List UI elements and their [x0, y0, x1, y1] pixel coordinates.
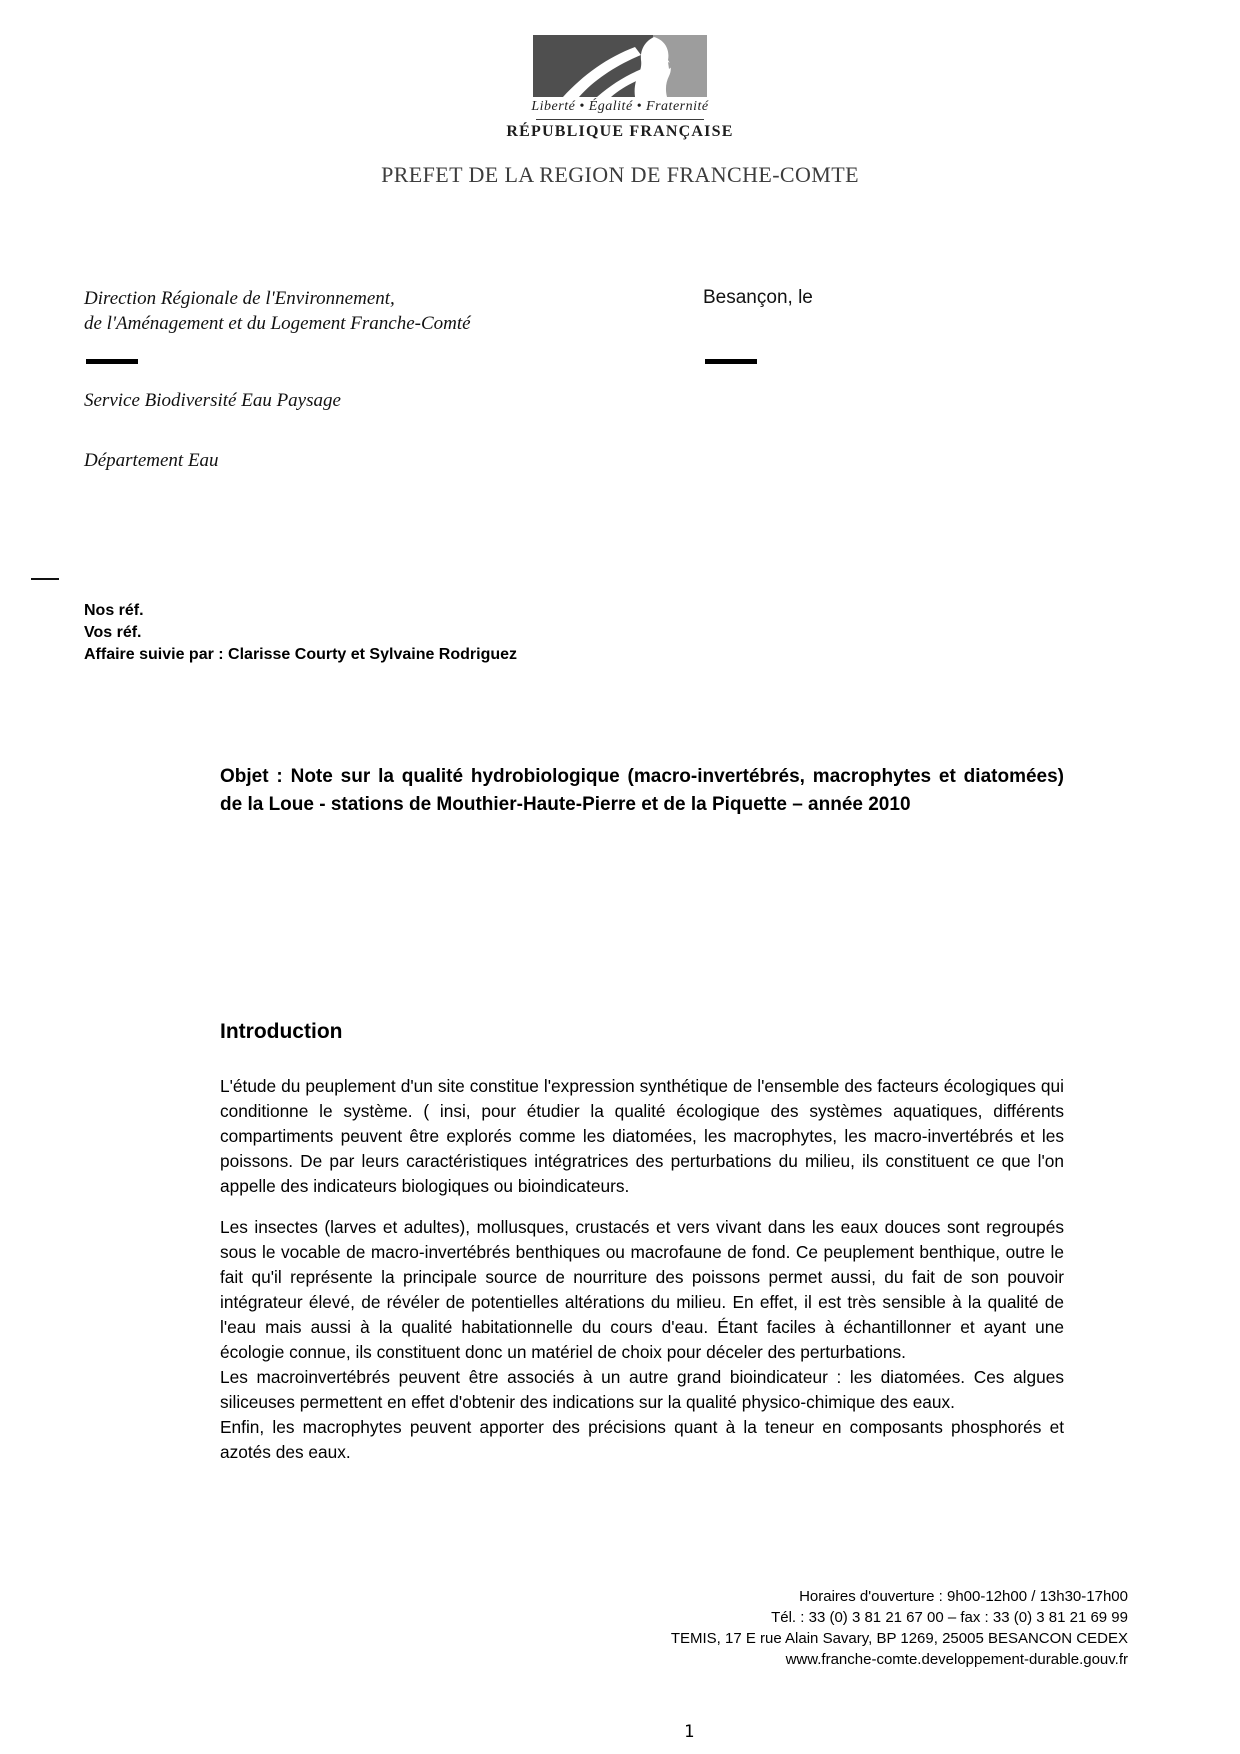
affaire-suivie-line: Affaire suivie par : Clarisse Courty et Sylvaine Rodriguez — [84, 646, 518, 663]
footer-phone-fax: Tél. : 33 (0) 3 81 21 67 00 – fax : 33 (0) 3 81 21 69 99 — [771, 1609, 1128, 1626]
logo-republic-label: RÉPUBLIQUE FRANÇAISE — [506, 123, 734, 140]
sender-direction-line1: Direction Régionale de l'Environnement, — [84, 288, 395, 309]
page-number: 1 — [684, 1722, 695, 1742]
paragraph-4: Enfin, les macrophytes peuvent apporter des précisions quant à la teneur en composants phosphorés et azotés des eaux. — [220, 1417, 1064, 1462]
sender-direction — [84, 286, 471, 336]
footer-address: TEMIS, 17 E rue Alain Savary, BP 1269, 25005 BESANCON CEDEX — [670, 1630, 1128, 1647]
logo-divider — [536, 119, 704, 120]
body-text — [220, 1074, 1064, 1465]
paragraph-1: L'étude du peuplement d'un site constitue l'expression synthétique de l'ensemble des facteurs écologiques qui conditionne le système. ( insi, pour étudier la qualité écologique des systèmes aquatiques, différents compartiments peuvent être explorés comme les diatomées, les macrophytes, les macro-invertébrés et les poissons. De par leurs caractéristiques intégratrices des perturbations du milieu, ils constituent ce que l'on appelle des indicateurs biologiques ou bioindicateurs. — [220, 1076, 1064, 1196]
vos-ref-label: Vos réf. — [84, 624, 142, 641]
footer-website: www.franche-comte.developpement-durable.gouv.fr — [785, 1651, 1128, 1668]
introduction-heading: Introduction — [220, 1020, 343, 1043]
references-block — [84, 600, 517, 666]
subject-line: Objet : Note sur la qualité hydrobiologique (macro-invertébrés, macrophytes et diatomées) de la Loue - stations de Mouthier-Haute-Pierre et de la Piquette – année 2010 — [220, 766, 1064, 815]
date-line: Besançon, le — [703, 287, 813, 308]
date-underline-bar — [705, 359, 757, 364]
footer-hours: Horaires d'ouverture : 9h00-12h00 / 13h30-17h00 — [799, 1588, 1128, 1605]
marianne-logo-icon — [533, 35, 707, 97]
sender-direction-line2: de l'Aménagement et du Logement Franche-Comté — [84, 313, 471, 334]
footer-block — [671, 1586, 1128, 1670]
prefet-title: PREFET DE LA REGION DE FRANCHE-COMTE — [381, 162, 859, 187]
marianne-logo — [533, 35, 707, 97]
paragraph-3: Les macroinvertébrés peuvent être associés à un autre grand bioindicateur : les diatomées. Ces algues siliceuses permettent en effet d'obtenir des indications sur la qualité physico-chimique des eaux. — [220, 1367, 1064, 1412]
logo-motto: Liberté • Égalité • Fraternité — [531, 99, 709, 114]
sender-departement: Département Eau — [84, 450, 219, 471]
paragraph-2: Les insectes (larves et adultes), mollusques, crustacés et vers vivant dans les eaux douces sont regroupés sous le vocable de macro-invertébrés benthiques ou macrofaune de fond. Ce peuplement benthique, outre le fait qu'il représente la principale source de nourriture des poissons permet aussi, du fait de son pouvoir intégrateur élevé, de révéler de potentielles altérations du milieu. En effet, il est très sensible à la qualité de l'eau mais aussi à la qualité habitationnelle du cours d'eau. Étant faciles à échantillonner et ayant une écologie connue, ils constituent donc un matériel de choix pour déceler des perturbations. — [220, 1217, 1064, 1362]
fold-mark — [31, 578, 59, 580]
sender-underline-bar — [86, 359, 138, 364]
sender-service: Service Biodiversité Eau Paysage — [84, 390, 341, 411]
nos-ref-label: Nos réf. — [84, 602, 144, 619]
